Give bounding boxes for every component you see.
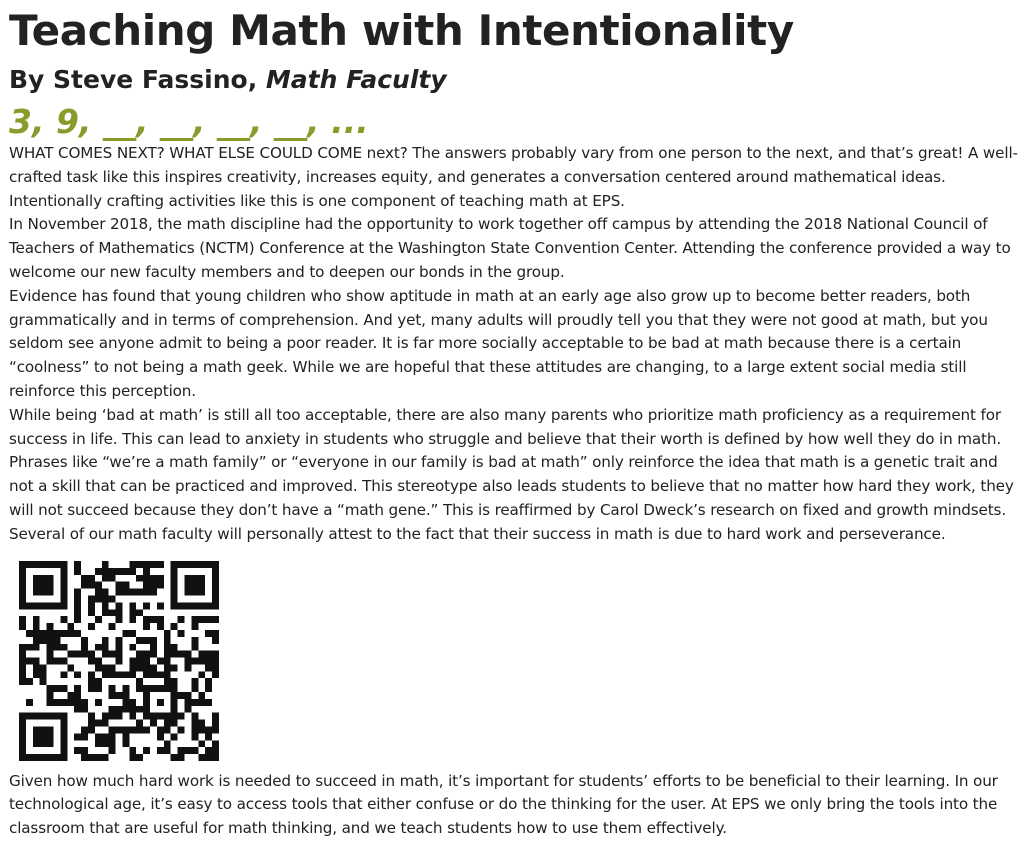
qr-code-graphic — [19, 561, 219, 761]
article-byline — [9, 64, 1019, 96]
article-body-continued — [9, 770, 1019, 841]
qr-code[interactable] — [19, 561, 219, 761]
paragraph-3: Evidence has found that young children who show aptitude in math at an early age also grow up to become better readers, both grammatically and in terms of comprehension. And yet, many adults will proudly tell you that they were not good at math, but you seldom see anyone admit to being a poor reader. It is far more socially acceptable to be bad at math because there is a certain “coolness” to not being a math geek. While we are hopeful that these attitudes are changing, to a large extent social media still reinforce this perception. — [9, 286, 988, 400]
article-body — [9, 142, 1019, 547]
article-page — [9, 0, 1019, 841]
paragraph-4: While being ‘bad at math’ is still all too acceptable, there are also many parents who prioritize math proficiency as a requirement for success in life. This can lead to anxiety in students who struggle and believe that their worth is defined by how well they do in math. Phrases like “we’re a math family” or “everyone in our family is bad at math” only reinforce the idea that math is a genetic trait and not a skill that can be practiced and improved. This stereotype also leads students to believe that no matter how hard they work, they will not succeed because they don’t have a “math gene.” This is reaffirmed by Carol Dweck’s research on fixed and growth mindsets. Several of our math faculty will personally attest to the fact that their success in math is due to hard work and perseverance. — [9, 405, 1014, 543]
article-title: Teaching Math with Intentionality — [9, 6, 794, 55]
paragraph-2: In November 2018, the math discipline had the opportunity to work together off campus by attending the 2018 National Council of Teachers of Mathematics (NCTM) Conference at the Washington State Convention Center. Attending the conference provided a way to welcome our new faculty members and to deepen our bonds in the group. — [9, 215, 1011, 281]
byline-author: By Steve Fassino, — [9, 65, 266, 94]
paragraph-1: WHAT COMES NEXT? WHAT ELSE COULD COME next? The answers probably vary from one person to the next, and that’s great! A well-crafted task like this inspires creativity, increases equity, and generates a conversation centered around mathematical ideas. Intentionally crafting activities like this is one component of teaching math at EPS. — [9, 144, 1018, 210]
number-sequence-heading: 3, 9, __, __, __, __, ... — [9, 102, 369, 141]
byline-role: Math Faculty — [265, 65, 447, 94]
paragraph-5: Given how much hard work is needed to succeed in math, it’s important for students’ efforts to be beneficial to their learning. In our technological age, it’s easy to access tools that either confuse or do the thinking for the user. At EPS we only bring the tools into the classroom that are useful for math thinking, and we teach students how to use them effectively. — [9, 771, 998, 838]
